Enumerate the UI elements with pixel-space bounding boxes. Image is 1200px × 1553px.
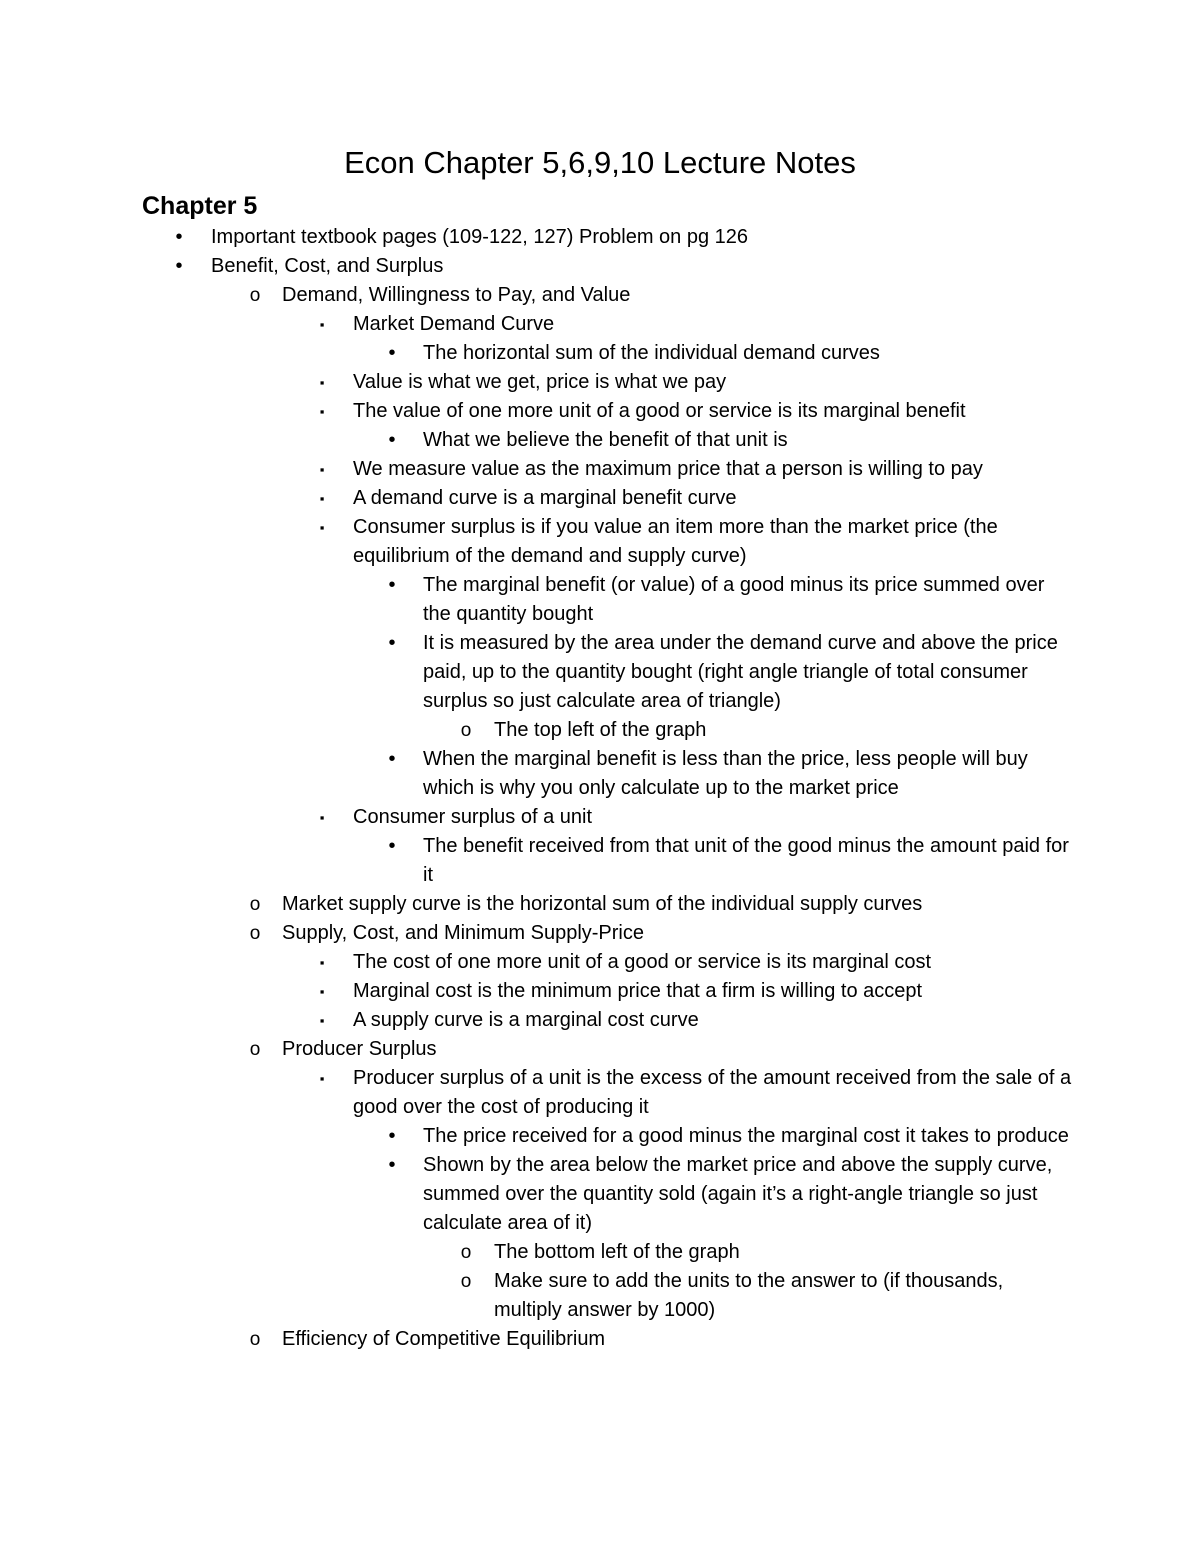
outline-item-text: Marginal cost is the minimum price that a firm is willing to accept	[353, 980, 923, 1002]
outline-item-level-3	[0, 1064, 1073, 1122]
outline-item-level-4	[0, 571, 1073, 629]
outline-item-level-2	[0, 890, 1072, 919]
outline-item-level-5	[0, 1267, 1074, 1325]
bullet-icon: ▪	[319, 810, 325, 825]
outline-item-level-3	[0, 803, 1073, 832]
outline-item-text: Important textbook pages (109-122, 127) Problem on pg 126	[211, 226, 749, 248]
bullet-icon: o	[249, 1329, 261, 1350]
bullet-icon: o	[460, 720, 472, 741]
outline-item-level-3	[0, 1006, 1073, 1035]
outline-item-text: The horizontal sum of the individual demand curves	[423, 342, 880, 364]
bullet-icon: •	[388, 342, 396, 364]
outline-item-text: Supply, Cost, and Minimum Supply-Price	[282, 922, 644, 944]
outline-item-text: Shown by the area below the market price and above the supply curve, summed over the quantity sold (again it’s a right-angle triangle so just calculate area of it)	[423, 1154, 1053, 1234]
outline-item-level-3	[0, 310, 1073, 339]
bullet-icon: •	[388, 632, 396, 654]
page-title: Econ Chapter 5,6,9,10 Lecture Notes	[344, 145, 856, 180]
outline-item-text: A supply curve is a marginal cost curve	[353, 1009, 699, 1031]
outline-item-level-3	[0, 484, 1073, 513]
bullet-icon: ▪	[319, 491, 325, 506]
outline-item-level-4	[0, 745, 1073, 803]
outline-item-level-3	[0, 513, 1073, 571]
outline-item-level-4	[0, 339, 1073, 368]
bullet-icon: o	[249, 285, 261, 306]
bullet-icon: •	[388, 429, 396, 451]
outline-item-text: Market supply curve is the horizontal sum of the individual supply curves	[282, 893, 923, 915]
outline-item-level-3	[0, 397, 1073, 426]
outline-item-level-4	[0, 629, 1073, 716]
outline-item-level-4	[0, 1151, 1073, 1238]
outline-item-text: Benefit, Cost, and Surplus	[211, 255, 444, 277]
outline-item-text: The marginal benefit (or value) of a good minus its price summed over the quantity bought	[423, 574, 1045, 625]
bullet-icon: ▪	[319, 317, 325, 332]
bullet-icon: o	[249, 894, 261, 915]
bullet-icon: o	[249, 1039, 261, 1060]
bullet-icon: o	[249, 923, 261, 944]
bullet-icon: ▪	[319, 1071, 325, 1086]
outline-item-level-2	[0, 1035, 1072, 1064]
bullet-icon: ▪	[319, 404, 325, 419]
outline-item-text: The top left of the graph	[494, 719, 707, 741]
outline-item-text: Consumer surplus of a unit	[353, 806, 593, 828]
outline-item-text: The bottom left of the graph	[494, 1241, 740, 1263]
bullet-icon: •	[388, 748, 396, 770]
outline-item-level-2	[0, 919, 1072, 948]
bullet-icon: •	[175, 255, 183, 277]
outline-item-text: Make sure to add the units to the answer to (if thousands, multiply answer by 1000)	[494, 1270, 1004, 1321]
bullet-icon: •	[388, 835, 396, 857]
outline-item-text: The price received for a good minus the marginal cost it takes to produce	[423, 1125, 1069, 1147]
outline-item-level-4	[0, 426, 1073, 455]
bullet-icon: ▪	[319, 375, 325, 390]
outline-item-level-5	[0, 1238, 1074, 1267]
outline-item-text: We measure value as the maximum price that a person is willing to pay	[353, 458, 983, 480]
bullet-icon: •	[388, 574, 396, 596]
bullet-icon: •	[388, 1154, 396, 1176]
outline-item-text: The value of one more unit of a good or service is its marginal benefit	[353, 400, 966, 422]
outline-item-text: Value is what we get, price is what we pay	[353, 371, 727, 393]
outline-item-level-1	[0, 252, 1071, 281]
bullet-icon: ▪	[319, 955, 325, 970]
outline-item-level-2	[0, 1325, 1072, 1354]
outline-item-text: Consumer surplus is if you value an item more than the market price (the equilibrium of the demand and supply curve)	[353, 516, 998, 567]
outline-item-level-1	[0, 223, 1071, 252]
bullet-icon: ▪	[319, 520, 325, 535]
bullet-icon: •	[388, 1125, 396, 1147]
outline-item-level-5	[0, 716, 1074, 745]
outline-item-text: What we believe the benefit of that unit is	[423, 429, 788, 451]
outline-item-text: Producer surplus of a unit is the excess of the amount received from the sale of a good over the cost of producing it	[353, 1067, 1072, 1118]
outline-item-text: Market Demand Curve	[353, 313, 555, 335]
section-heading: Chapter 5	[142, 192, 258, 220]
outline-item-level-4	[0, 1122, 1073, 1151]
outline-item-text: The benefit received from that unit of the good minus the amount paid for it	[423, 835, 1069, 886]
bullet-icon: •	[175, 226, 183, 248]
bullet-icon: o	[460, 1271, 472, 1292]
bullet-icon: o	[460, 1242, 472, 1263]
bullet-icon: ▪	[319, 1013, 325, 1028]
notes-outline	[0, 223, 1200, 1354]
outline-item-level-3	[0, 368, 1073, 397]
outline-item-text: A demand curve is a marginal benefit curve	[353, 487, 737, 509]
bullet-icon: ▪	[319, 984, 325, 999]
outline-item-text: Producer Surplus	[282, 1038, 437, 1060]
outline-item-text: Efficiency of Competitive Equilibrium	[282, 1328, 606, 1350]
outline-item-text: The cost of one more unit of a good or service is its marginal cost	[353, 951, 932, 973]
outline-item-text: It is measured by the area under the demand curve and above the price paid, up to the quantity bought (right angle triangle of total consumer surplus so just calculate area of triangle)	[423, 632, 1058, 712]
bullet-icon: ▪	[319, 462, 325, 477]
outline-item-level-3	[0, 948, 1073, 977]
outline-item-text: Demand, Willingness to Pay, and Value	[282, 284, 631, 306]
outline-item-level-3	[0, 455, 1073, 484]
outline-item-level-2	[0, 281, 1072, 310]
outline-item-level-3	[0, 977, 1073, 1006]
outline-item-level-4	[0, 832, 1073, 890]
outline-item-text: When the marginal benefit is less than the price, less people will buy which is why you only calculate up to the market price	[423, 748, 1028, 799]
